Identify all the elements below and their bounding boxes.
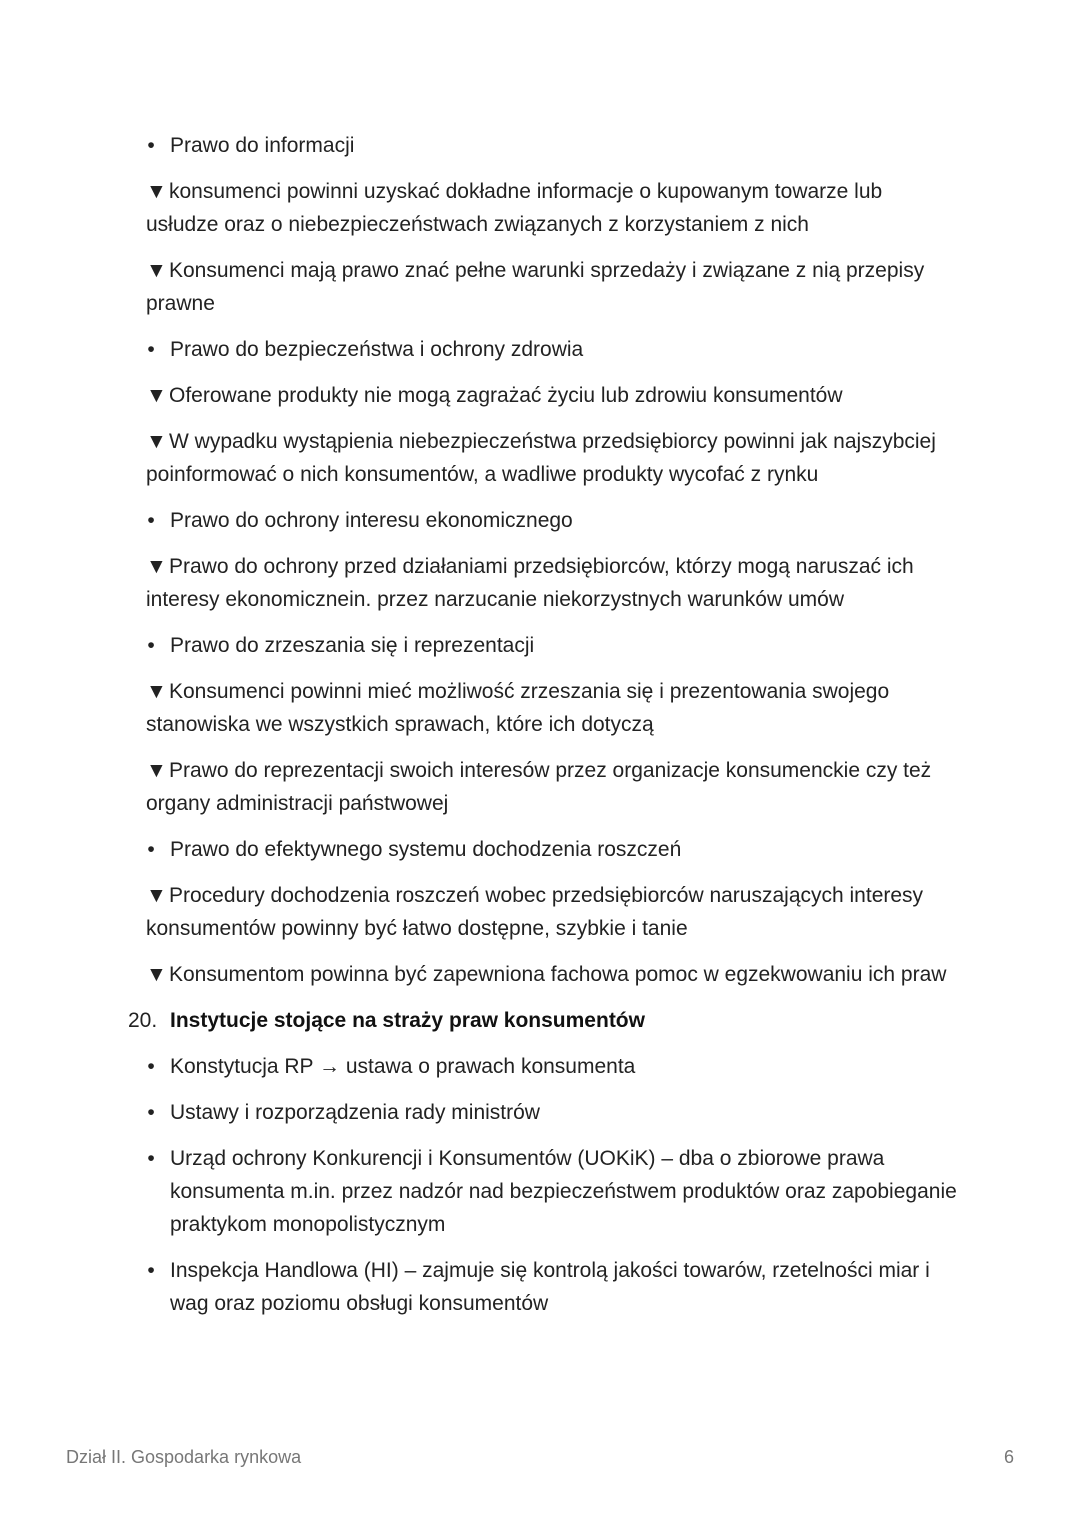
bullet-icon: • — [147, 1055, 155, 1078]
triangle-down-icon: ▼ — [146, 884, 167, 907]
sub-item — [0, 175, 1080, 241]
sub-item-text: Procedury dochodzenia roszczeń wobec przedsiębiorców naruszających interesy konsumentów powinny być łatwo dostępne, szybkie i tanie — [146, 884, 924, 940]
triangle-down-icon: ▼ — [146, 680, 167, 703]
triangle-down-icon: ▼ — [146, 963, 167, 986]
sub-item-text: Prawo do reprezentacji swoich interesów przez organizacje konsumenckie czy też organy administracji państwowej — [146, 759, 932, 815]
bullet-item — [0, 333, 1080, 366]
bullet-item — [0, 1050, 1080, 1083]
sub-item-text: Konsumentom powinna być zapewniona fachowa pomoc w egzekwowaniu ich praw — [169, 963, 947, 986]
page-number: 6 — [1003, 1447, 1014, 1467]
triangle-down-icon: ▼ — [146, 555, 167, 578]
bullet-item — [0, 629, 1080, 662]
sub-item-text: Oferowane produkty nie mogą zagrażać życiu lub zdrowiu konsumentów — [169, 384, 843, 407]
bullet-icon: • — [147, 134, 155, 157]
bullet-text: Prawo do ochrony interesu ekonomicznego — [170, 509, 573, 532]
bullet-item — [0, 504, 1080, 537]
sub-item — [0, 879, 1080, 945]
bullet-icon: • — [147, 1101, 155, 1124]
sub-item-text: Prawo do ochrony przed działaniami przedsiębiorców, którzy mogą naruszać ich interesy ekonomicznein. przez narzucanie niekorzystnych warunków umów — [146, 555, 914, 611]
bullet-icon: • — [147, 634, 155, 657]
sub-item — [0, 379, 1080, 412]
bullet-text: Prawo do efektywnego systemu dochodzenia roszczeń — [170, 838, 682, 861]
sub-item — [0, 254, 1080, 320]
bullet-icon: • — [147, 1147, 155, 1170]
bullet-item — [0, 129, 1080, 162]
bullet-text: Prawo do informacji — [170, 134, 355, 157]
section-number: 20. — [128, 1009, 158, 1032]
bullet-text: Prawo do zrzeszania się i reprezentacji — [170, 634, 535, 657]
sub-item — [0, 675, 1080, 741]
bullet-text: Prawo do bezpieczeństwa i ochrony zdrowia — [170, 338, 584, 361]
bullet-icon: • — [147, 509, 155, 532]
sub-item-text: W wypadku wystąpienia niebezpieczeństwa przedsiębiorcy powinni jak najszybciej poinformować o nich konsumentów, a wadliwe produkty wycofać z rynku — [146, 430, 936, 486]
sub-item — [0, 550, 1080, 616]
triangle-down-icon: ▼ — [146, 180, 167, 203]
bullet-text: Urząd ochrony Konkurencji i Konsumentów (UOKiK) – dba o zbiorowe prawa konsumenta m.in. przez nadzór nad bezpieczeństwem produktów oraz zapobieganie praktykom monopolistycznym — [170, 1147, 957, 1236]
triangle-down-icon: ▼ — [146, 430, 167, 453]
bullet-icon: • — [147, 1259, 155, 1282]
sub-item — [0, 754, 1080, 820]
sub-item-text: Konsumenci mają prawo znać pełne warunki sprzedaży i związane z nią przepisy prawne — [146, 259, 925, 315]
bullet-text: Inspekcja Handlowa (HI) – zajmuje się kontrolą jakości towarów, rzetelności miar i wag oraz poziomu obsługi konsumentów — [170, 1259, 930, 1315]
bullet-item — [0, 1096, 1080, 1129]
sub-item — [0, 425, 1080, 491]
sub-item-text: Konsumenci powinni mieć możliwość zrzeszania się i prezentowania swojego stanowiska we wszystkich sprawach, które ich dotyczą — [146, 680, 890, 736]
footer-section-title: Dział II. Gospodarka rynkowa — [66, 1447, 302, 1467]
bullet-text: Konstytucja RP → ustawa o prawach konsumenta — [170, 1055, 636, 1078]
sub-item-text: konsumenci powinni uzyskać dokładne informacje o kupowanym towarze lub usłudze oraz o niebezpieczeństwach związanych z korzystaniem z nich — [146, 180, 883, 236]
sub-item — [0, 958, 1080, 991]
document-body — [0, 129, 1080, 1333]
bullet-icon: • — [147, 838, 155, 861]
triangle-down-icon: ▼ — [146, 259, 167, 282]
bullet-text: Ustawy i rozporządzenia rady ministrów — [170, 1101, 540, 1124]
bullet-item — [0, 833, 1080, 866]
triangle-down-icon: ▼ — [146, 384, 167, 407]
triangle-down-icon: ▼ — [146, 759, 167, 782]
bullet-item — [0, 1254, 1080, 1320]
section-heading — [0, 1004, 1080, 1037]
bullet-item — [0, 1142, 1080, 1241]
bullet-icon: • — [147, 338, 155, 361]
section-title: Instytucje stojące na straży praw konsumentów — [170, 1009, 645, 1032]
